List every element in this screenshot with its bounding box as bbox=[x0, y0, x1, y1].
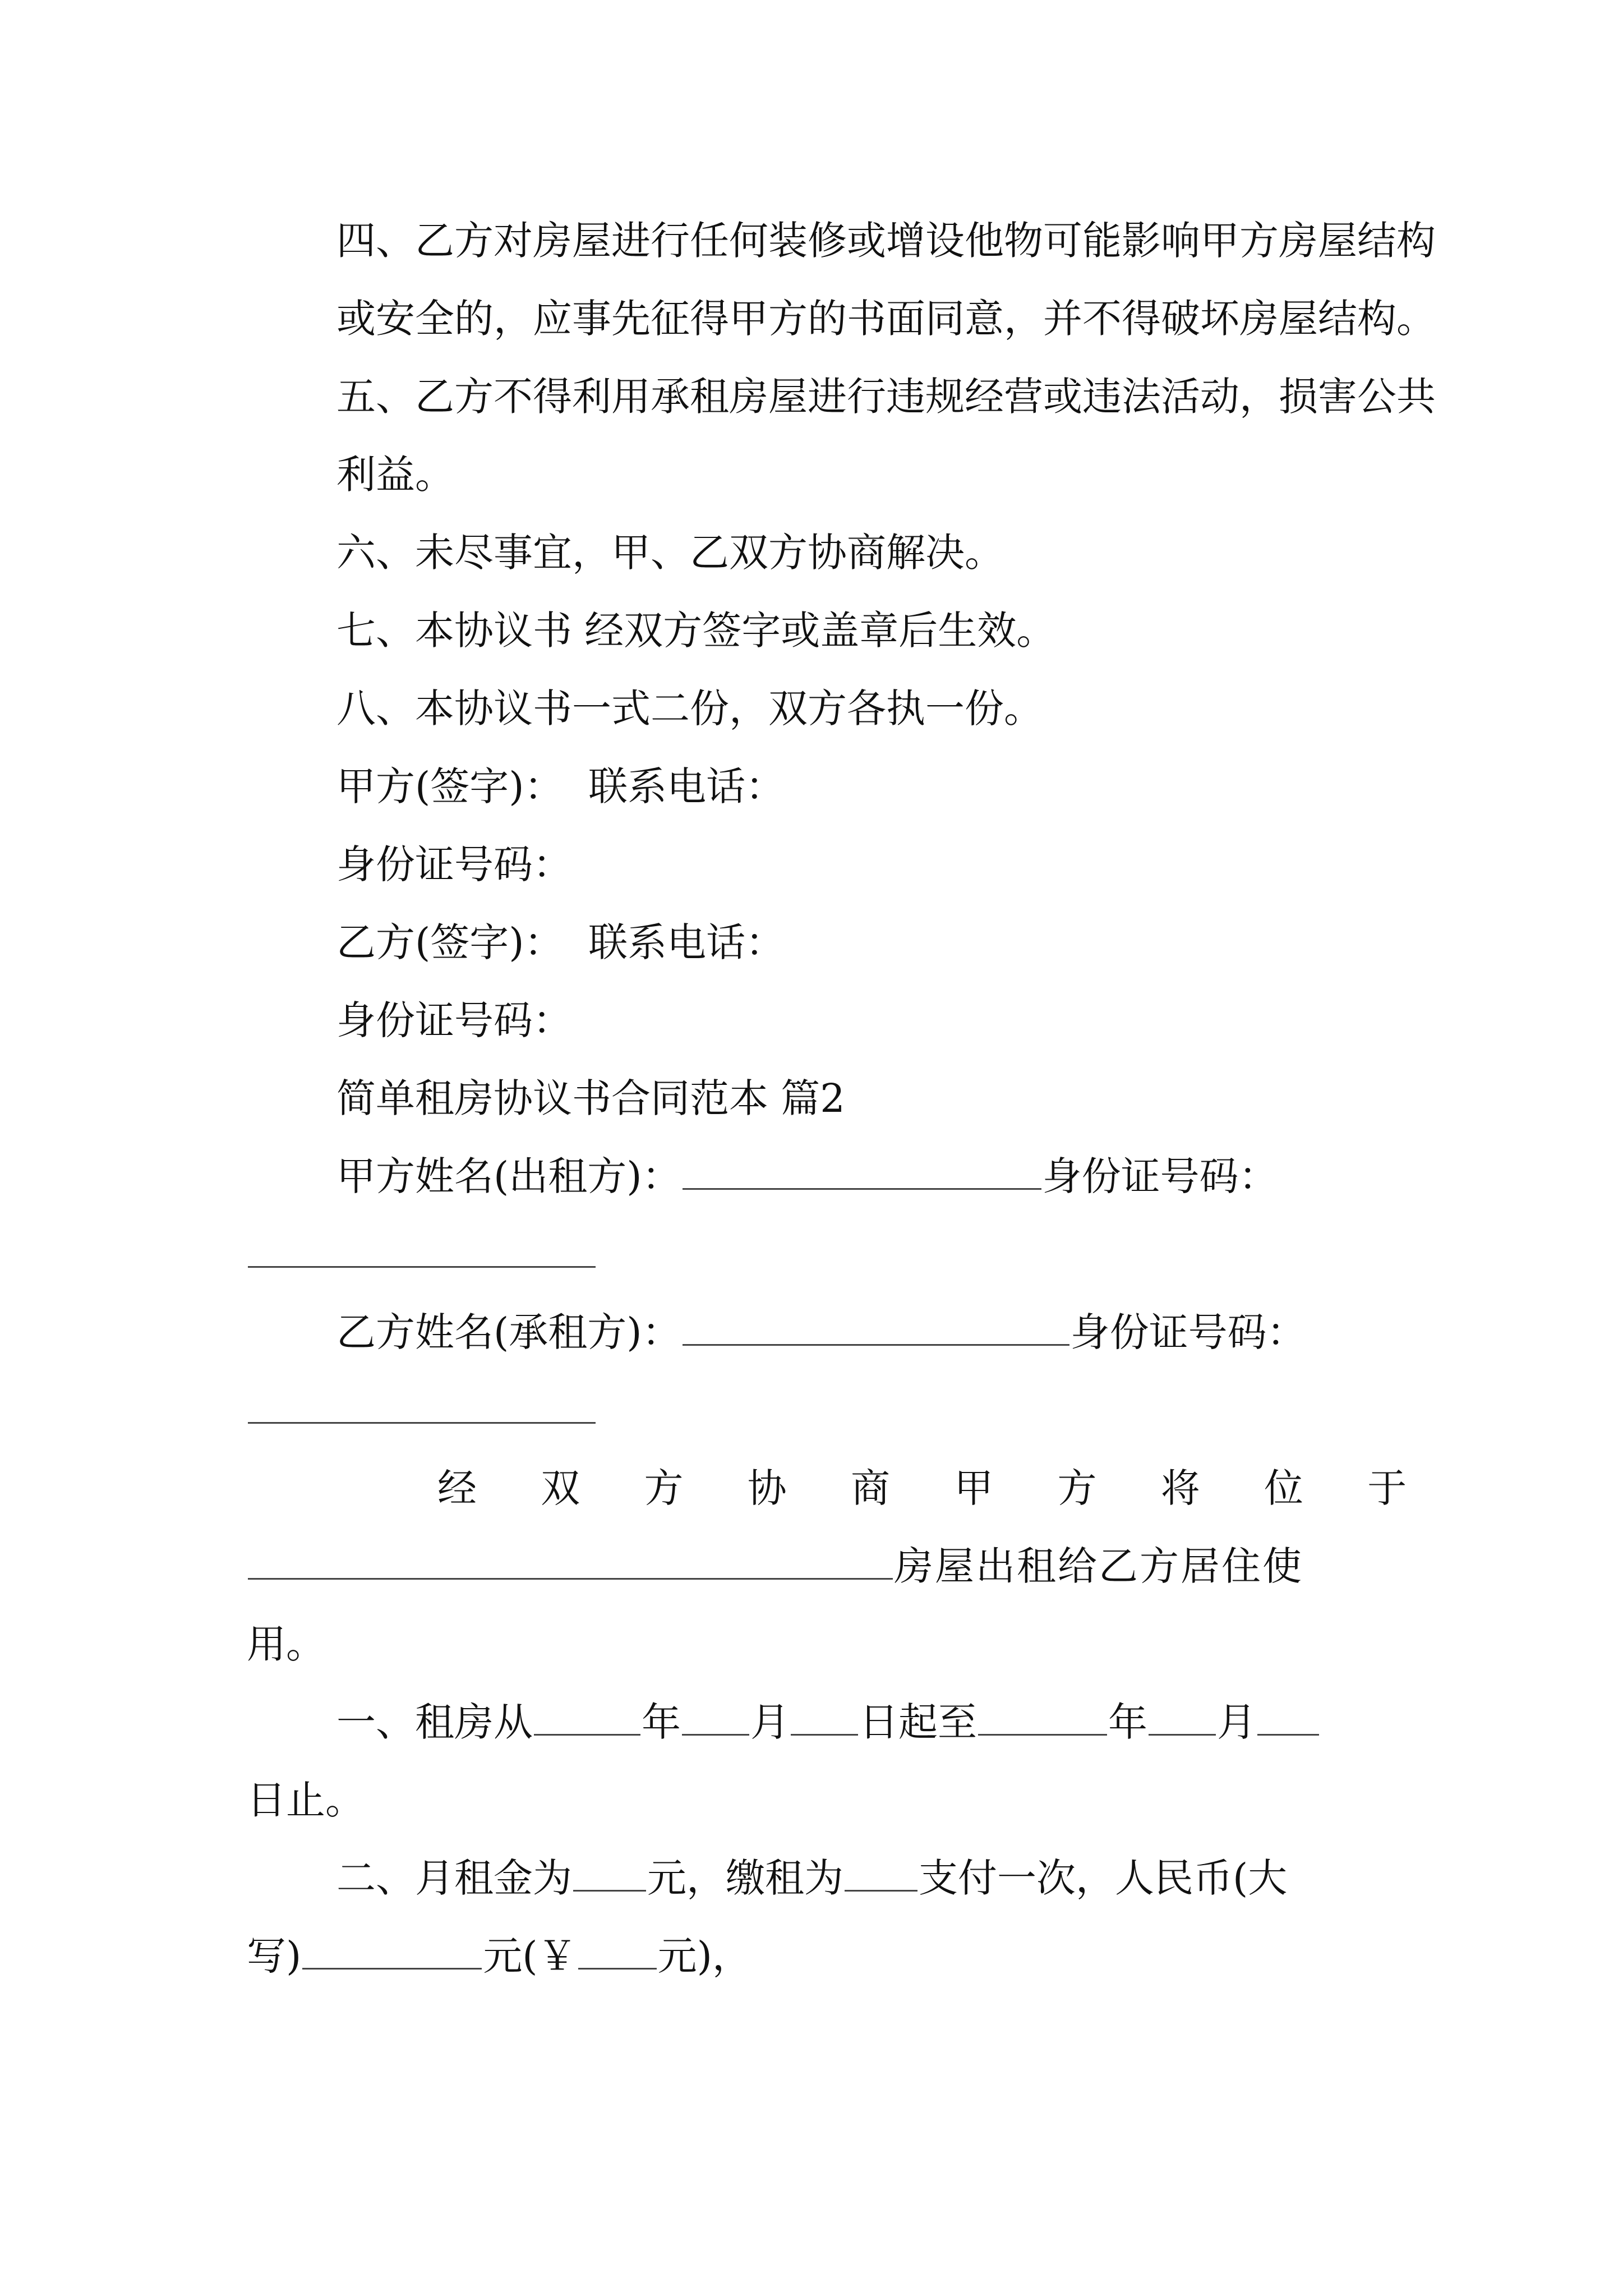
end-month-unit: 月 bbox=[1217, 1699, 1256, 1745]
end-year-blank[interactable] bbox=[978, 1733, 1107, 1736]
rent-figure-blank[interactable] bbox=[578, 1967, 657, 1970]
location-row bbox=[247, 1527, 1380, 1605]
section-title: 简单租房协议书合同范本 篇2 bbox=[336, 1075, 845, 1121]
end-day-blank[interactable] bbox=[1257, 1733, 1319, 1736]
party-a-id: 身份证号码： bbox=[336, 841, 572, 887]
party-b-id: 身份证号码： bbox=[336, 997, 572, 1043]
party-a-name-row bbox=[247, 1138, 1380, 1216]
start-month-blank[interactable] bbox=[682, 1733, 749, 1736]
party-a-name-label: 甲方姓名(出租方)： bbox=[336, 1153, 681, 1199]
term-prefix: 一、租房从 bbox=[336, 1699, 533, 1745]
term-end: 日止。 bbox=[247, 1777, 365, 1823]
party-b-id-blank[interactable] bbox=[248, 1421, 596, 1424]
rent-yuan-paren: 元(￥ bbox=[483, 1933, 577, 1979]
rent-payment-label: 元，缴租为 bbox=[647, 1855, 843, 1901]
rent-once-label: 支付一次，人民币(大 bbox=[919, 1855, 1288, 1901]
start-month-unit: 月 bbox=[750, 1699, 790, 1745]
clause-5: 五、乙方不得利用承租房屋进行违规经营或违法活动，损害公共利益。 bbox=[336, 374, 1436, 498]
start-day-unit: 日起至 bbox=[859, 1699, 977, 1745]
start-year-unit: 年 bbox=[642, 1699, 681, 1745]
party-a-signature: 甲方(签字)： 联系电话： bbox=[336, 763, 785, 809]
clause-8: 八、本协议书一式二份，双方各执一份。 bbox=[336, 685, 1043, 731]
party-b-signature: 乙方(签字)： 联系电话： bbox=[336, 919, 785, 965]
party-a-id-blank[interactable] bbox=[248, 1266, 596, 1268]
location-blank[interactable] bbox=[248, 1577, 893, 1580]
end-month-blank[interactable] bbox=[1149, 1733, 1216, 1736]
party-b-name-row bbox=[247, 1294, 1380, 1372]
rent-amount-row bbox=[247, 1917, 1380, 1995]
party-b-name-blank[interactable] bbox=[683, 1343, 1069, 1346]
party-b-id-label: 身份证号码： bbox=[1070, 1309, 1306, 1355]
rent-yuan-close: 元)， bbox=[657, 1933, 751, 1979]
rent-row bbox=[247, 1839, 1380, 1917]
clause-6: 六、未尽事宜，甲、乙双方协商解决。 bbox=[336, 530, 1004, 576]
rent-words-blank[interactable] bbox=[302, 1967, 482, 1970]
start-day-blank[interactable] bbox=[791, 1733, 858, 1736]
rent-prefix: 二、月租金为 bbox=[336, 1855, 572, 1901]
party-b-id-row bbox=[247, 1372, 1380, 1450]
party-a-name-blank[interactable] bbox=[683, 1188, 1041, 1190]
location-intro-row bbox=[247, 1450, 1423, 1527]
document-body bbox=[247, 202, 1436, 1995]
monthly-rent-blank[interactable] bbox=[573, 1889, 646, 1892]
party-b-name-label: 乙方姓名(承租方)： bbox=[336, 1309, 681, 1355]
term-row bbox=[247, 1683, 1380, 1761]
location-tail: 房屋出租给乙方居住使 bbox=[894, 1543, 1303, 1589]
party-a-id-label: 身份证号码： bbox=[1042, 1153, 1278, 1199]
location-intro: 经 双 方 协 商 甲 方 将 位 于 bbox=[437, 1465, 1423, 1511]
payment-period-blank[interactable] bbox=[845, 1889, 917, 1892]
clause-4: 四、乙方对房屋进行任何装修或增设他物可能影响甲方房屋结构或安全的，应事先征得甲方的书面同意，并不得破坏房屋结构。 bbox=[336, 218, 1436, 342]
start-year-blank[interactable] bbox=[534, 1733, 640, 1736]
clause-7: 七、本协议书 经双方签字或盖章后生效。 bbox=[336, 608, 1056, 654]
location-end: 用。 bbox=[247, 1621, 325, 1667]
party-a-id-row bbox=[247, 1216, 1380, 1294]
end-year-unit: 年 bbox=[1108, 1699, 1147, 1745]
rent-write-label: 写) bbox=[247, 1933, 302, 1979]
